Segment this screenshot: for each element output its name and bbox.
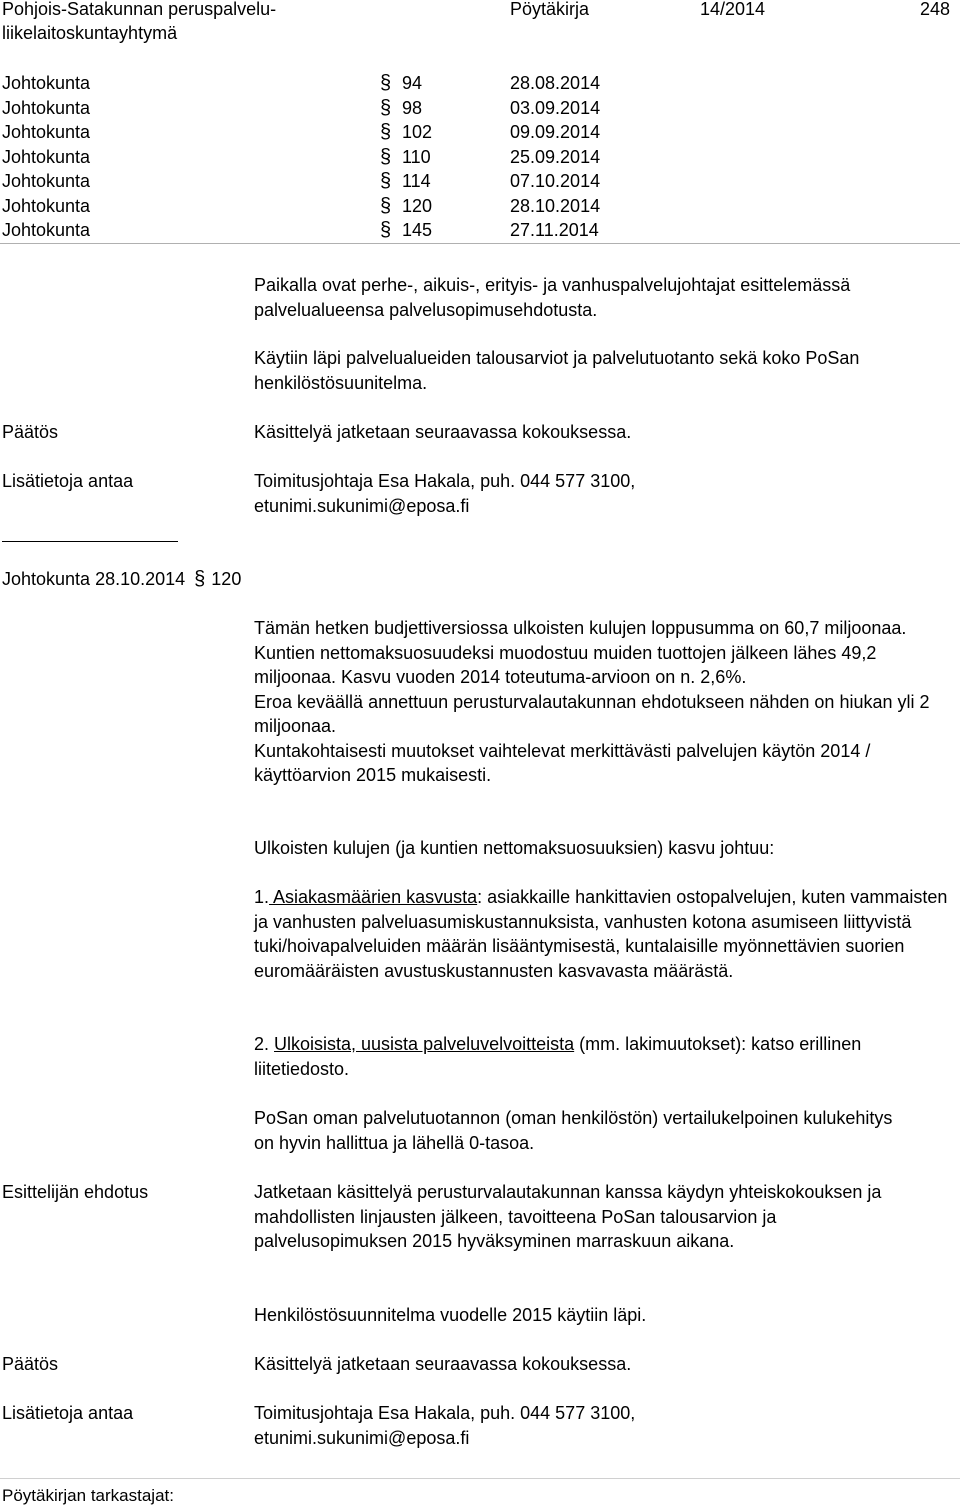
short-divider [2, 541, 178, 542]
history-body: Johtokunta [2, 122, 91, 142]
history-body: Johtokunta [2, 171, 91, 191]
history-section-number: 98 [402, 97, 423, 118]
budget-paragraph-3: Eroa keväällä annettuun perusturvalautakunnan ehdotukseen nähden on hiukan yli 2 miljoonaa. [254, 691, 930, 736]
proposal-text: Jatketaan käsittelyä perusturvalautakunnan kanssa käydyn yhteiskokouksen ja mahdollisten linjausten jälkeen, tavoitteena PoSan talousarvion ja palvelusopimuksen 2015 hyväksyminen marraskuun aikana. [254, 1182, 882, 1251]
meeting-heading [2, 567, 241, 592]
info-contact-2: Toimitusjohtaja Esa Hakala, puh. 044 577 3100, [254, 1403, 636, 1423]
history-section-number: 120 [402, 195, 433, 216]
growth-item-1-number: 1. [254, 887, 270, 907]
meeting-heading-section: 120 [211, 569, 242, 589]
reviewers-label: Pöytäkirjan tarkastajat: [2, 1486, 174, 1505]
history-date: 25.09.2014 [510, 146, 601, 167]
budget-paragraph-1: Tämän hetken budjettiversiossa ulkoisten kulujen loppusumma on 60,7 miljoonaa. [254, 618, 907, 638]
history-section-symbol-icon: § [380, 121, 392, 143]
proposal-label: Esittelijän ehdotus [2, 1182, 149, 1202]
growth-item-2-title: Ulkoisista, uusista palveluvelvoitteista [274, 1034, 575, 1054]
history-body: Johtokunta [2, 73, 91, 93]
growth-item-2 [254, 1032, 914, 1081]
history-date: 03.09.2014 [510, 97, 601, 118]
meeting-heading-text: Johtokunta 28.10.2014 [2, 569, 186, 589]
history-date: 27.11.2014 [510, 220, 599, 240]
budget-paragraph-2: Kuntien nettomaksuosuudeksi muodostuu muiden tuottojen jälkeen lähes 49,2 miljoonaa. Kasvu vuoden 2014 toteutuma-arvioon on n. 2,6%. [254, 642, 877, 687]
history-section-symbol-icon: § [380, 219, 392, 241]
history-section-number: 94 [402, 73, 423, 93]
info-email-1: etunimi.sukunimi@eposa.fi [254, 496, 470, 516]
growth-item-1-title: Asiakasmäärien kasvusta [269, 887, 478, 907]
history-section-symbol-icon: § [380, 145, 392, 168]
document-number: 14/2014 [700, 0, 766, 19]
footer-divider [0, 1478, 960, 1479]
history-date: 28.10.2014 [510, 195, 601, 216]
history-section-number: 114 [402, 171, 431, 191]
budget-paragraphs [254, 616, 959, 788]
history-section-symbol-icon: § [380, 72, 392, 94]
growth-item-2-number: 2. [254, 1034, 275, 1054]
history-date: 28.08.2014 [510, 73, 601, 93]
history-body: Johtokunta [2, 97, 91, 118]
growth-intro: Ulkoisten kulujen (ja kuntien nettomaksuosuuksien) kasvu johtuu: [254, 838, 775, 858]
info-label-2: Lisätietoja antaa [2, 1403, 134, 1423]
section-symbol-icon: § [194, 568, 206, 590]
own-production-paragraph: PoSan oman palvelutuotannon (oman henkilöstön) vertailukelpoinen kulukehitys on hyvin hallittua ja lähellä 0-tasoa. [254, 1108, 893, 1153]
decision-text-1: Käsittelyä jatketaan seuraavassa kokouksessa. [254, 422, 632, 442]
budget-paragraph-4: Kuntakohtaisesti muutokset vaihtelevat merkittävästi palvelujen käytön 2014 / käyttöarvion 2015 mukaisesti. [254, 740, 871, 785]
organization-name-line2: liikelaitoskuntayhtymä [2, 23, 178, 43]
growth-item-1-text: : asiakkaille hankittavien ostopalvelujen, kuten vammaisten ja vanhusten palveluasumiskustannuksista, vanhusten kotona asumiseen liittyvistä tuki/hoivapalveluiden määrän lisääntymisestä, kuntalaisille myönnettävien suorien euromääräisten avustuskustannusten kasvavasta määrästä. [254, 887, 948, 981]
organization-name-line1: Pohjois-Satakunnan peruspalvelu- [2, 0, 277, 19]
history-divider [0, 243, 960, 244]
history-section-symbol-icon: § [380, 170, 392, 192]
history-section-symbol-icon: § [380, 96, 392, 119]
history-section-number: 145 [402, 220, 433, 240]
review-paragraph: Käytiin läpi palvelualueiden talousarviot ja palvelutuotanto sekä koko PoSan henkilöstösuunitelma. [254, 348, 860, 393]
history-section-symbol-icon: § [380, 194, 392, 217]
history-date: 09.09.2014 [510, 122, 601, 142]
info-contact-1: Toimitusjohtaja Esa Hakala, puh. 044 577 3100, [254, 471, 636, 491]
history-section-number: 110 [402, 146, 431, 167]
decision-label-2: Päätös [2, 1354, 59, 1374]
growth-item-1 [254, 885, 957, 983]
history-section-number: 102 [402, 122, 433, 142]
decision-label-1: Päätös [2, 422, 59, 442]
decision-text-2: Käsittelyä jatketaan seuraavassa kokouksessa. [254, 1354, 632, 1374]
proposal-text-2: Henkilöstösuunnitelma vuodelle 2015 käytiin läpi. [254, 1305, 647, 1325]
page-number: 248 [920, 0, 951, 19]
growth-item-2-text: (mm. lakimuutokset): katso erillinen liitetiedosto. [254, 1034, 862, 1079]
info-label-1: Lisätietoja antaa [2, 471, 134, 491]
info-email-2: etunimi.sukunimi@eposa.fi [254, 1428, 470, 1448]
attendance-paragraph: Paikalla ovat perhe-, aikuis-, erityis- ja vanhuspalvelujohtajat esittelemässä palvelualueensa palvelusopimusehdotusta. [254, 275, 851, 320]
history-body: Johtokunta [2, 146, 91, 167]
history-date: 07.10.2014 [510, 171, 601, 191]
history-body: Johtokunta [2, 220, 91, 240]
history-body: Johtokunta [2, 195, 91, 216]
document-type: Pöytäkirja [510, 0, 590, 19]
